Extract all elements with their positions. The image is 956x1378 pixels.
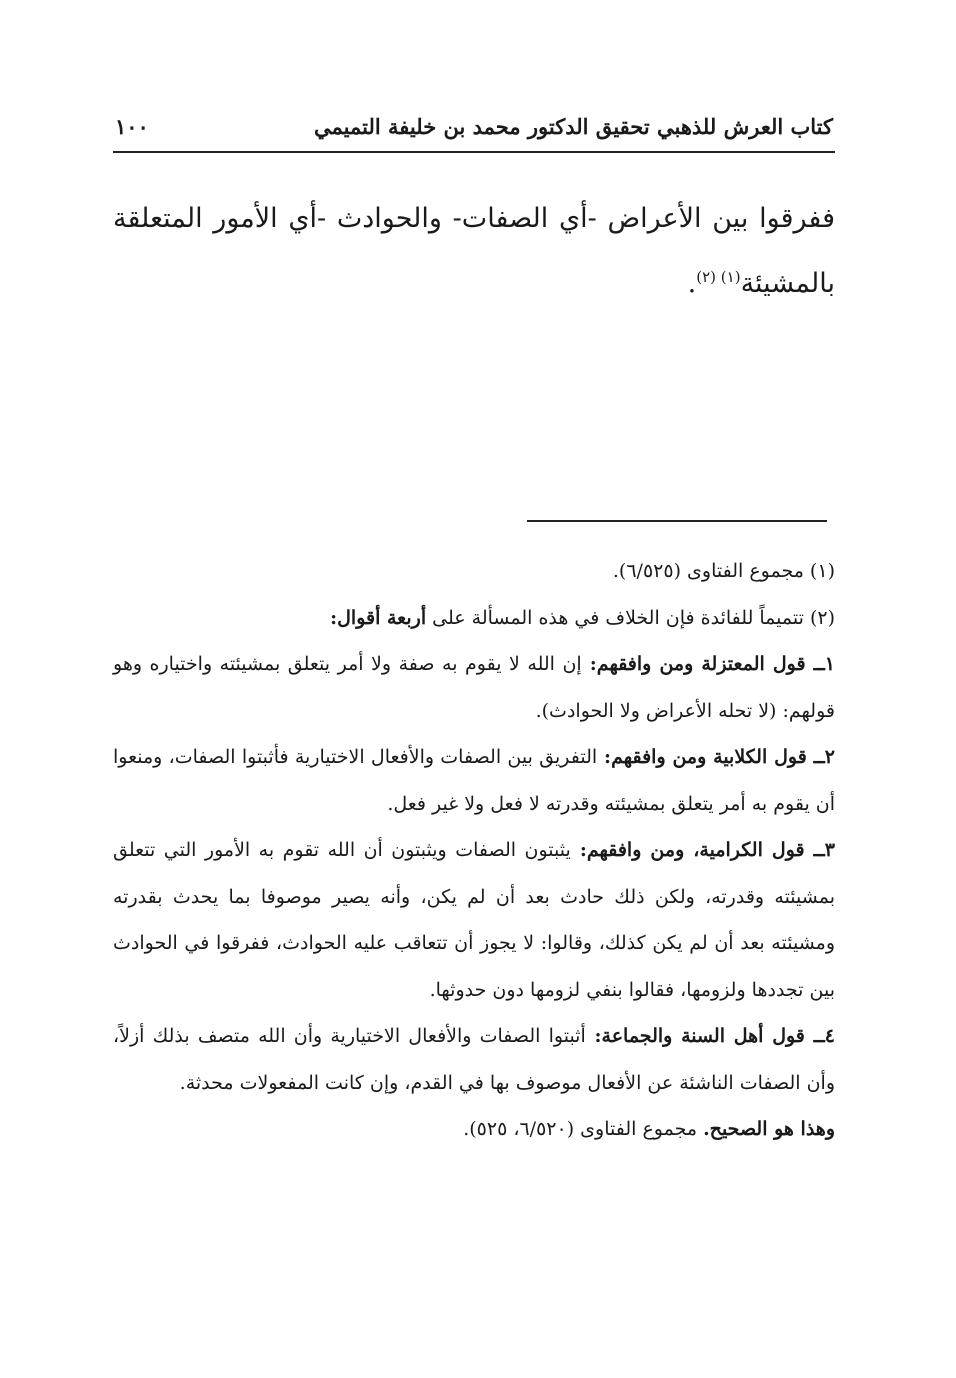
item-heading: ٣ــ قول الكرامية، ومن وافقهم: (570, 839, 835, 861)
footnote-item (113, 734, 835, 827)
header-divider (113, 151, 835, 153)
footnote-2-bold: أربعة أقوال: (330, 606, 427, 629)
footnote-item (113, 1013, 835, 1106)
item-text: التفريق بين الصفات والأفعال الاختيارية فأثبتوا الصفات، ومنعوا أن يقوم به أمر يتعلق بمشيئته وقدرته لا فعل ولا غير فعل. (113, 746, 835, 815)
main-text: ففرقوا بين الأعراض -أي الصفات- والحوادث -أي الأمور المتعلقة بالمشيئة (113, 203, 835, 299)
footnote-divider (527, 520, 827, 522)
item-text: إن الله لا يقوم به صفة ولا أمر يتعلق بمشيئته واختياره وهو قولهم: (لا تحله الأعراض ولا الحوادث). (113, 653, 835, 722)
footnote-item (113, 641, 835, 734)
footnotes-section (113, 548, 835, 1153)
item-heading: ٤ــ قول أهل السنة والجماعة: (585, 1025, 835, 1047)
item-text: أثبتوا الصفات والأفعال الاختيارية وأن الله متصف بذلك أزلاً، وأن الصفات الناشئة عن الأفعال موصوف بها في القدم، وإن كانت المفعولات محدثة. (113, 1025, 835, 1094)
main-paragraph (113, 190, 835, 313)
footnote-2-text: (٢) تتميماً للفائدة فإن الخلاف في هذه المسألة على (426, 606, 835, 629)
footnote-closing (113, 1106, 835, 1153)
footnote-item (113, 827, 835, 1013)
closing-text: مجموع الفتاوى (٦/٥٢٠، ٥٢٥). (463, 1118, 704, 1140)
running-title: كتاب العرش للذهبي تحقيق الدكتور محمد بن خليفة التميمي (314, 114, 833, 139)
footnote-1: (١) مجموع الفتاوى (٦/٥٢٥). (612, 560, 835, 582)
item-heading: ١ــ قول المعتزلة ومن وافقهم: (581, 653, 835, 675)
footnote-2-intro (113, 595, 835, 642)
item-heading: ٢ــ قول الكلابية ومن وافقهم: (597, 746, 835, 768)
page-number: ١٠٠ (115, 114, 149, 139)
closing-bold: وهذا هو الصحيح. (703, 1118, 835, 1140)
main-text-end: . (687, 268, 697, 299)
item-text: يثبتون الصفات ويثبتون أن الله تقوم به الأمور التي تتعلق بمشيئته وقدرته، ولكن ذلك حادث بعد أن لم يكن، وأنه يصير موصوفا بما يحدث بقدرته ومشيئته بعد أن لم يكن كذلك، وقالوا: لا يجوز أن تتعاقب عليه الحوادث، ففرقوا في الحوادث بين تجددها ولزومها، فقالوا بنفي لزومها دون حدوثها. (113, 839, 835, 1001)
footnote-references: (١) (٢) (696, 268, 741, 286)
page-header (115, 112, 833, 146)
